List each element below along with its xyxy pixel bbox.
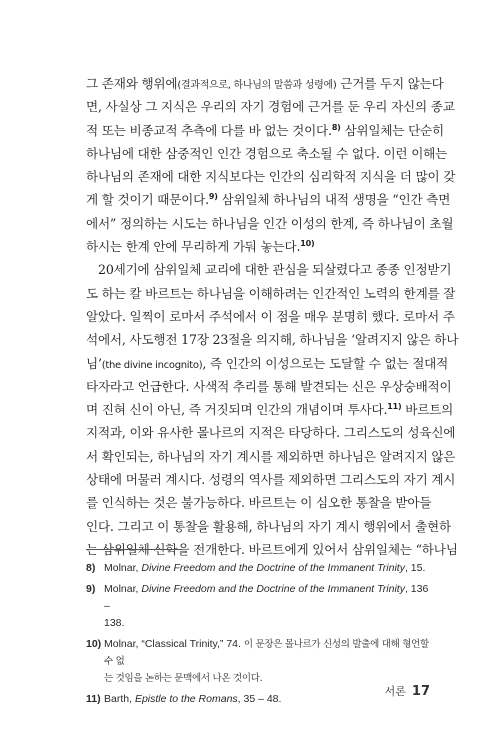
footnote-title: Divine Freedom and the Doctrine of the Immanent Trinity bbox=[141, 562, 405, 574]
footnote-text: , 35 – 48. bbox=[237, 693, 282, 705]
footnote-body bbox=[104, 581, 430, 632]
footnote-number: 8) bbox=[86, 562, 96, 574]
footnote-number: 11) bbox=[86, 693, 101, 705]
text-run: 며 진혀 신이 아닌, 즉 거짓되며 인간의 개념이며 투사다. bbox=[86, 402, 388, 418]
text-line: 를 인식하는 것은 불가능하다. 바르트는 이 심오한 통찰을 받아들 bbox=[86, 495, 432, 511]
text-run: 삼위일체 하나님의 내적 생명을 “인간 측면 bbox=[217, 192, 451, 208]
section-label: 서론 bbox=[384, 685, 406, 698]
text-line: 20세기에 삼위일체 교리에 대한 관심을 되살렸다고 종종 인정받기 bbox=[98, 262, 452, 278]
footnote-title: Epistle to the Romans bbox=[134, 693, 238, 705]
text-line bbox=[86, 188, 451, 211]
footnote-title: Divine Freedom and the Doctrine of the Immanent Trinity bbox=[141, 583, 405, 595]
footnote-text: Molnar, bbox=[104, 583, 142, 595]
text-run: 그 존재와 행위에 bbox=[86, 76, 178, 91]
footnote-text: Molnar, bbox=[104, 562, 142, 574]
footnote-8 bbox=[86, 560, 430, 577]
text-line bbox=[86, 235, 430, 258]
text-run: 바르트의 bbox=[401, 402, 454, 418]
footnote-number: 10) bbox=[86, 638, 102, 650]
footnote-text: 138. bbox=[104, 617, 125, 629]
text-line: 석에서, 사도행전 17장 23절을 의지해, 하나님을 ‘알려지지 않은 하나 bbox=[86, 332, 459, 348]
text-run: 적 또는 비종교적 추측에 다를 바 없는 것이다. bbox=[86, 122, 332, 138]
footnote-text: 는 것임을 논하는 문맥에서 나온 것이다. bbox=[104, 673, 263, 684]
text-line bbox=[86, 352, 449, 375]
text-line bbox=[86, 398, 454, 421]
text-line: 인다. 그리고 이 통찰을 활용해, 하나님의 자기 계시 행위에서 출현하 bbox=[86, 518, 451, 534]
footnote-text: 이 문장은 몰나르가 신성의 발출에 대해 형언할 수 없 bbox=[104, 639, 429, 667]
footnote-body bbox=[104, 636, 430, 687]
text-line: 서 확인되는, 하나님의 자기 계시를 제외하면 하나님은 알려지지 않은 bbox=[86, 448, 456, 464]
text-line bbox=[86, 72, 444, 95]
text-line: 는 삼위일체 신학을 전개한다. 바르트에게 있어서 삼위일체는 “하나님 bbox=[86, 541, 458, 557]
text-run: 근거를 두지 않는다 bbox=[336, 76, 444, 91]
footnote-text: Molnar, “Classical Trinity,” 74. bbox=[104, 638, 244, 650]
footnote-body bbox=[104, 560, 430, 577]
footnote-number: 9) bbox=[86, 583, 96, 595]
text-line bbox=[86, 119, 444, 142]
footnote-body bbox=[104, 691, 430, 708]
text-line: 하나님의 존재에 대한 지식보다는 인간의 심리학적 지식을 더 많이 갖 bbox=[86, 169, 456, 185]
page-number: 17 bbox=[411, 684, 430, 699]
footnote-text: Barth, bbox=[104, 693, 135, 705]
text-run: 하시는 한계 안에 무리하게 가둬 놓는다. bbox=[86, 239, 301, 255]
footnote-text: , 15. bbox=[404, 562, 426, 574]
footnote-ref[interactable]: 9) bbox=[208, 192, 218, 202]
text-line: 하나님에 대한 삼중적인 인간 경험으로 축소될 수 없다. 이런 이해는 bbox=[86, 145, 448, 161]
footnote-text: , 136 – bbox=[104, 583, 429, 612]
text-line: 면, 사실상 그 지식은 우리의 자기 경험에 근거를 둔 우리 자신의 종교 bbox=[86, 99, 455, 115]
text-line: 타자라고 언급한다. 사색적 추리를 통해 발견되는 신은 우상숭배적이 bbox=[86, 378, 452, 394]
parenthetical-note: (결과적으로, 하나님의 말씀과 성령에) bbox=[177, 80, 337, 91]
text-line: 알았다. 일찍이 로마서 주석에서 이 점을 매우 분명히 했다. 로마서 주 bbox=[86, 308, 455, 324]
footnote-9 bbox=[86, 581, 430, 632]
text-run: 게 할 것이기 때문이다. bbox=[86, 192, 209, 208]
footnotes bbox=[86, 560, 430, 708]
footnote-ref[interactable]: 10) bbox=[300, 239, 315, 249]
footnote-11 bbox=[86, 691, 430, 708]
text-line: 도 하는 칼 바르트는 하나님을 이해하려는 인간적인 노력의 한계를 잘 bbox=[86, 285, 456, 301]
text-run: 삼위일체는 단순히 bbox=[340, 122, 444, 138]
footnote-ref[interactable]: 11) bbox=[387, 402, 402, 412]
text-line: 지적과, 이와 유사한 몰나르의 지적은 타당하다. 그리스도의 성육신에 bbox=[86, 425, 456, 441]
footnote-ref[interactable]: 8) bbox=[331, 122, 341, 132]
body-text bbox=[86, 72, 459, 561]
text-run: 님’ bbox=[86, 355, 102, 371]
footnote-divider bbox=[86, 549, 182, 550]
text-run: , 즉 인간의 이성으로는 도달할 수 없는 절대적 bbox=[202, 355, 449, 371]
footnote-10 bbox=[86, 636, 430, 687]
text-line: 상태에 머물러 계시다. 성령의 역사를 제외하면 그리스도의 자기 계시 bbox=[86, 472, 456, 488]
parenthetical-note: (the divine incognito) bbox=[101, 359, 203, 371]
text-line: 에서” 정의하는 시도는 하나님을 인간 이성의 한계, 즉 하나님이 초월 bbox=[86, 215, 454, 231]
page-folio bbox=[385, 683, 430, 699]
